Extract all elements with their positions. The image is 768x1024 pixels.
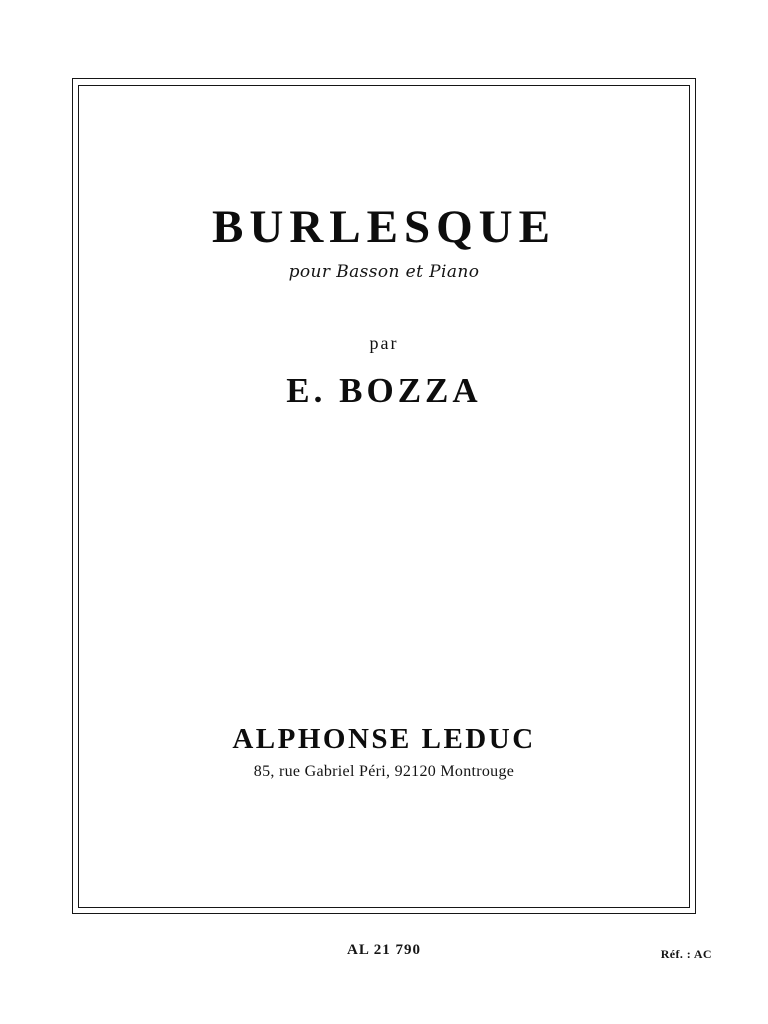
- reference-code: Réf. : AC: [660, 947, 712, 961]
- publisher-address: 85, rue Gabriel Péri, 92120 Montrouge: [253, 763, 515, 780]
- composer-name: E. BOZZA: [286, 371, 482, 410]
- catalog-number: AL 21 790: [346, 942, 421, 958]
- byline-label: par: [369, 333, 399, 353]
- publisher-name: ALPHONSE LEDUC: [232, 723, 536, 755]
- instrumentation-subtitle: pour Basson et Piano: [288, 262, 480, 282]
- cover-content: [78, 85, 690, 908]
- page-title: BURLESQUE: [212, 201, 556, 253]
